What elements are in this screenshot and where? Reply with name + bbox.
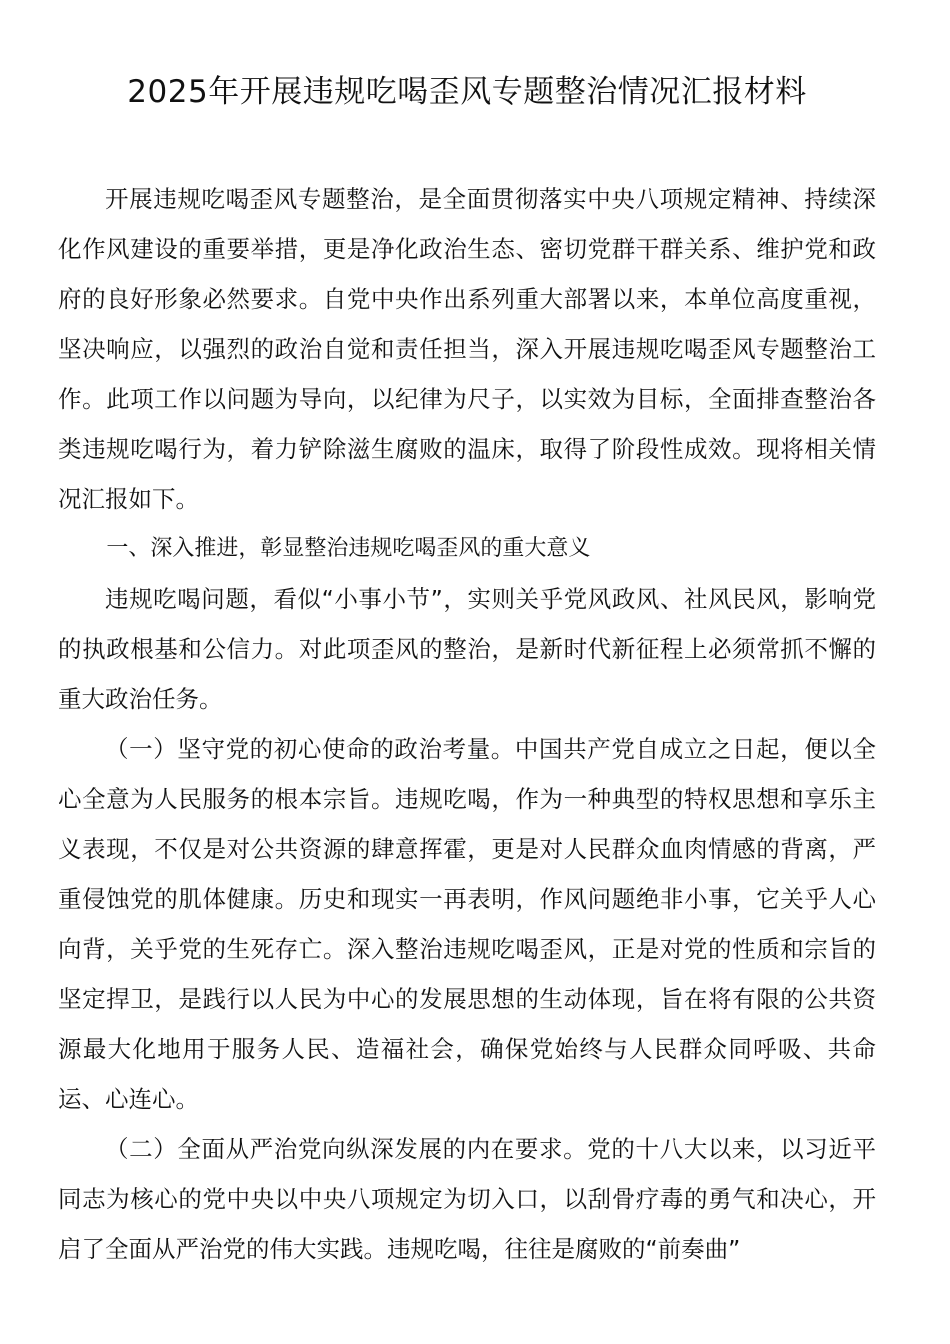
section-1-intro-paragraph: 违规吃喝问题，看似“小事小节”，实则关乎党风政风、社风民风，影响党的执政根基和公信力。对此项歪风的整治，是新时代新征程上必须常抓不懈的重大政治任务。 [58,585,876,713]
subsection-1-paragraph: （一）坚守党的初心使命的政治考量。中国共产党自成立之日起，便以全心全意为人民服务的根本宗旨。违规吃喝，作为一种典型的特权思想和享乐主义表现，不仅是对公共资源的肆意挥霍，更是对人民群众血肉情感的背离，严重侵蚀党的肌体健康。历史和现实一再表明，作风问题绝非小事，它关乎人心向背，关乎党的生死存亡。深入整治违规吃喝歪风，正是对党的性质和宗旨的坚定捍卫，是践行以人民为中心的发展思想的生动体现，旨在将有限的公共资源最大化地用于服务人民、造福社会，确保党始终与人民群众同呼吸、共命运、心连心。 [58,735,876,1113]
section-heading-1: 一、深入推进，彰显整治违规吃喝歪风的重大意义 [106,536,591,561]
subsection-2-paragraph: （二）全面从严治党向纵深发展的内在要求。党的十八大以来，以习近平同志为核心的党中央以中央八项规定为切入口，以刮骨疗毒的勇气和决心，开启了全面从严治党的伟大实践。违规吃喝，往往是腐败的“前奏曲” [58,1135,876,1263]
document-title: 2025年开展违规吃喝歪风专题整治情况汇报材料 [127,74,807,110]
intro-paragraph: 开展违规吃喝歪风专题整治，是全面贯彻落实中央八项规定精神、持续深化作风建设的重要举措，更是净化政治生态、密切党群干群关系、维护党和政府的良好形象必然要求。自党中央作出系列重大部署以来，本单位高度重视，坚决响应，以强烈的政治自觉和责任担当，深入开展违规吃喝歪风专题整治工作。此项工作以问题为导向，以纪律为尺子，以实效为目标，全面排查整治各类违规吃喝行为，着力铲除滋生腐败的温床，取得了阶段性成效。现将相关情况汇报如下。 [58,185,876,513]
